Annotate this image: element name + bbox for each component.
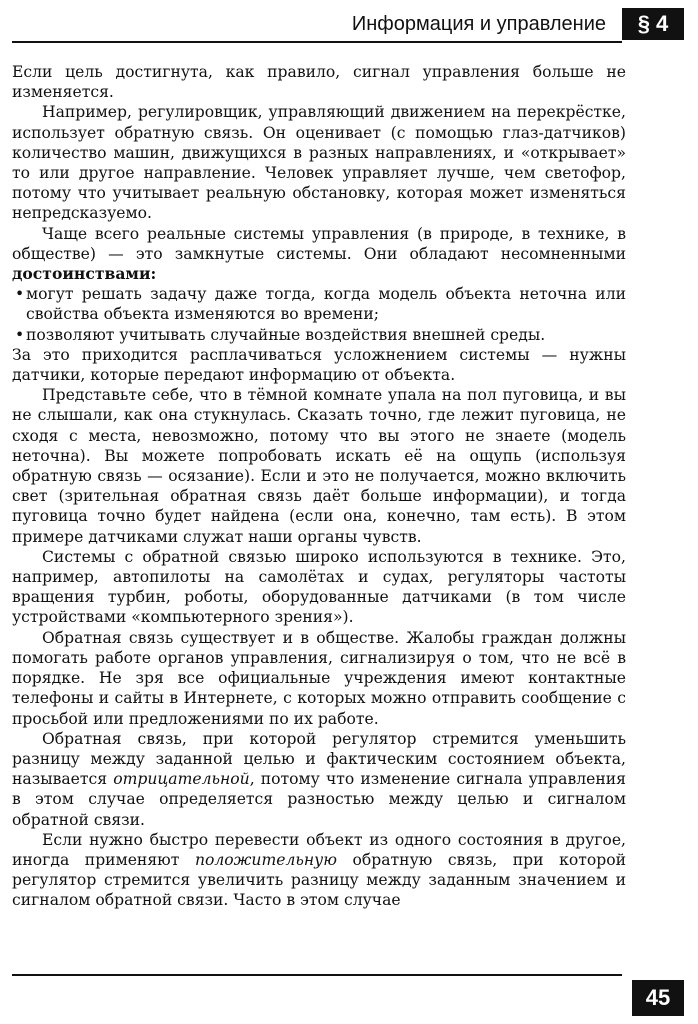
bold-term-advantages: достоинствами: [12,264,157,284]
list-item-text: могут решать задачу даже тогда, когда модель объекта неточна или свойства объекта изменяются во времени; [26,285,626,324]
footer-divider [12,974,622,976]
term-positive: положительную [194,850,337,869]
paragraph-1: Если цель достигнута, как правило, сигнал управления больше не изменяется. [12,63,626,102]
list-item [12,284,626,324]
term-negative: отрицательной [113,770,250,789]
paragraph-8 [12,729,626,830]
paragraph-8-end: , потому что изменение сигнала управления в этом случае определяется разностью между целью и сигналом обратной связи. [12,770,626,829]
bullet-marker: • [15,325,25,344]
page-body [12,62,626,911]
paragraph-7: Обратная связь существует и в обществе. Жалобы граждан должны помогать работе органов управления, сигнализируя о том, что не всё в порядке. Не зря все официальные учреждения имеют контактные телефоны и сайты в Интернете, с которых можно отправить сообщение с просьбой или предложениями по их работе. [12,628,626,728]
section-badge: § 4 [622,8,684,40]
paragraph-5: Представьте себе, что в тёмной комнате упала на пол пуговица, и вы не слышали, как она стукнулась. Сказать точно, где лежит пуговица, не сходя с места, невозможно, потому что вы этого не знаете (модель неточна). Вы можете попробовать искать её на ощупь (используя обратную связь — осязание). Если и это не получается, можно включить свет (зрительная обратная связь даёт больше информации), и тогда пуговица точно будет найдена (если она, конечно, там есть). В этом примере датчиками служат наши органы чувств. [12,386,626,546]
paragraph-2: Например, регулировщик, управляющий движением на перекрёстке, использует обратную связь. Он оценивает (с помощью глаз-датчиков) количество машин, движущихся в разных направлениях, и «открывает» то или другое направление. Человек управляет лучше, чем светофор, потому что учитывает реальную обстановку, которая может изменяться непредсказуемо. [12,103,626,223]
paragraph-3-text: Чаще всего реальные системы управления (в природе, в технике, в обществе) — это замкнутые системы. Они обладают несомненными [12,224,626,263]
page-number: 45 [632,980,684,1016]
paragraph-9 [12,830,626,911]
paragraph-9-end: обратную связь, при которой регулятор стремится увеличить разницу между заданным значением и сигналом обратной связи. Часто в этом случае [12,850,626,910]
chapter-title: Информация и управление [351,13,606,35]
list-item-text: позволяют учитывать случайные воздействия внешней среды. [26,325,546,344]
advantages-list [12,284,626,345]
bullet-marker: • [15,285,25,304]
paragraph-6: Системы с обратной связью широко используются в технике. Это, например, автопилоты на самолётах и судах, регуляторы частоты вращения турбин, роботы, оборудованные датчиками (в том числе устройствами «компьютерного зрения»). [12,547,626,627]
paragraph-3 [12,224,626,285]
paragraph-9-start: Если нужно быстро перевести объект из одного состояния в другое, иногда применяют [12,830,626,869]
header-divider [12,41,622,43]
paragraph-8-start: Обратная связь, при которой регулятор стремится уменьшить разницу между заданной целью и фактическим состоянием объекта, называется [12,729,626,789]
paragraph-4: За это приходится расплачиваться усложнением системы — нужны датчики, которые передают информацию от объекта. [12,345,626,385]
list-item [12,325,626,345]
